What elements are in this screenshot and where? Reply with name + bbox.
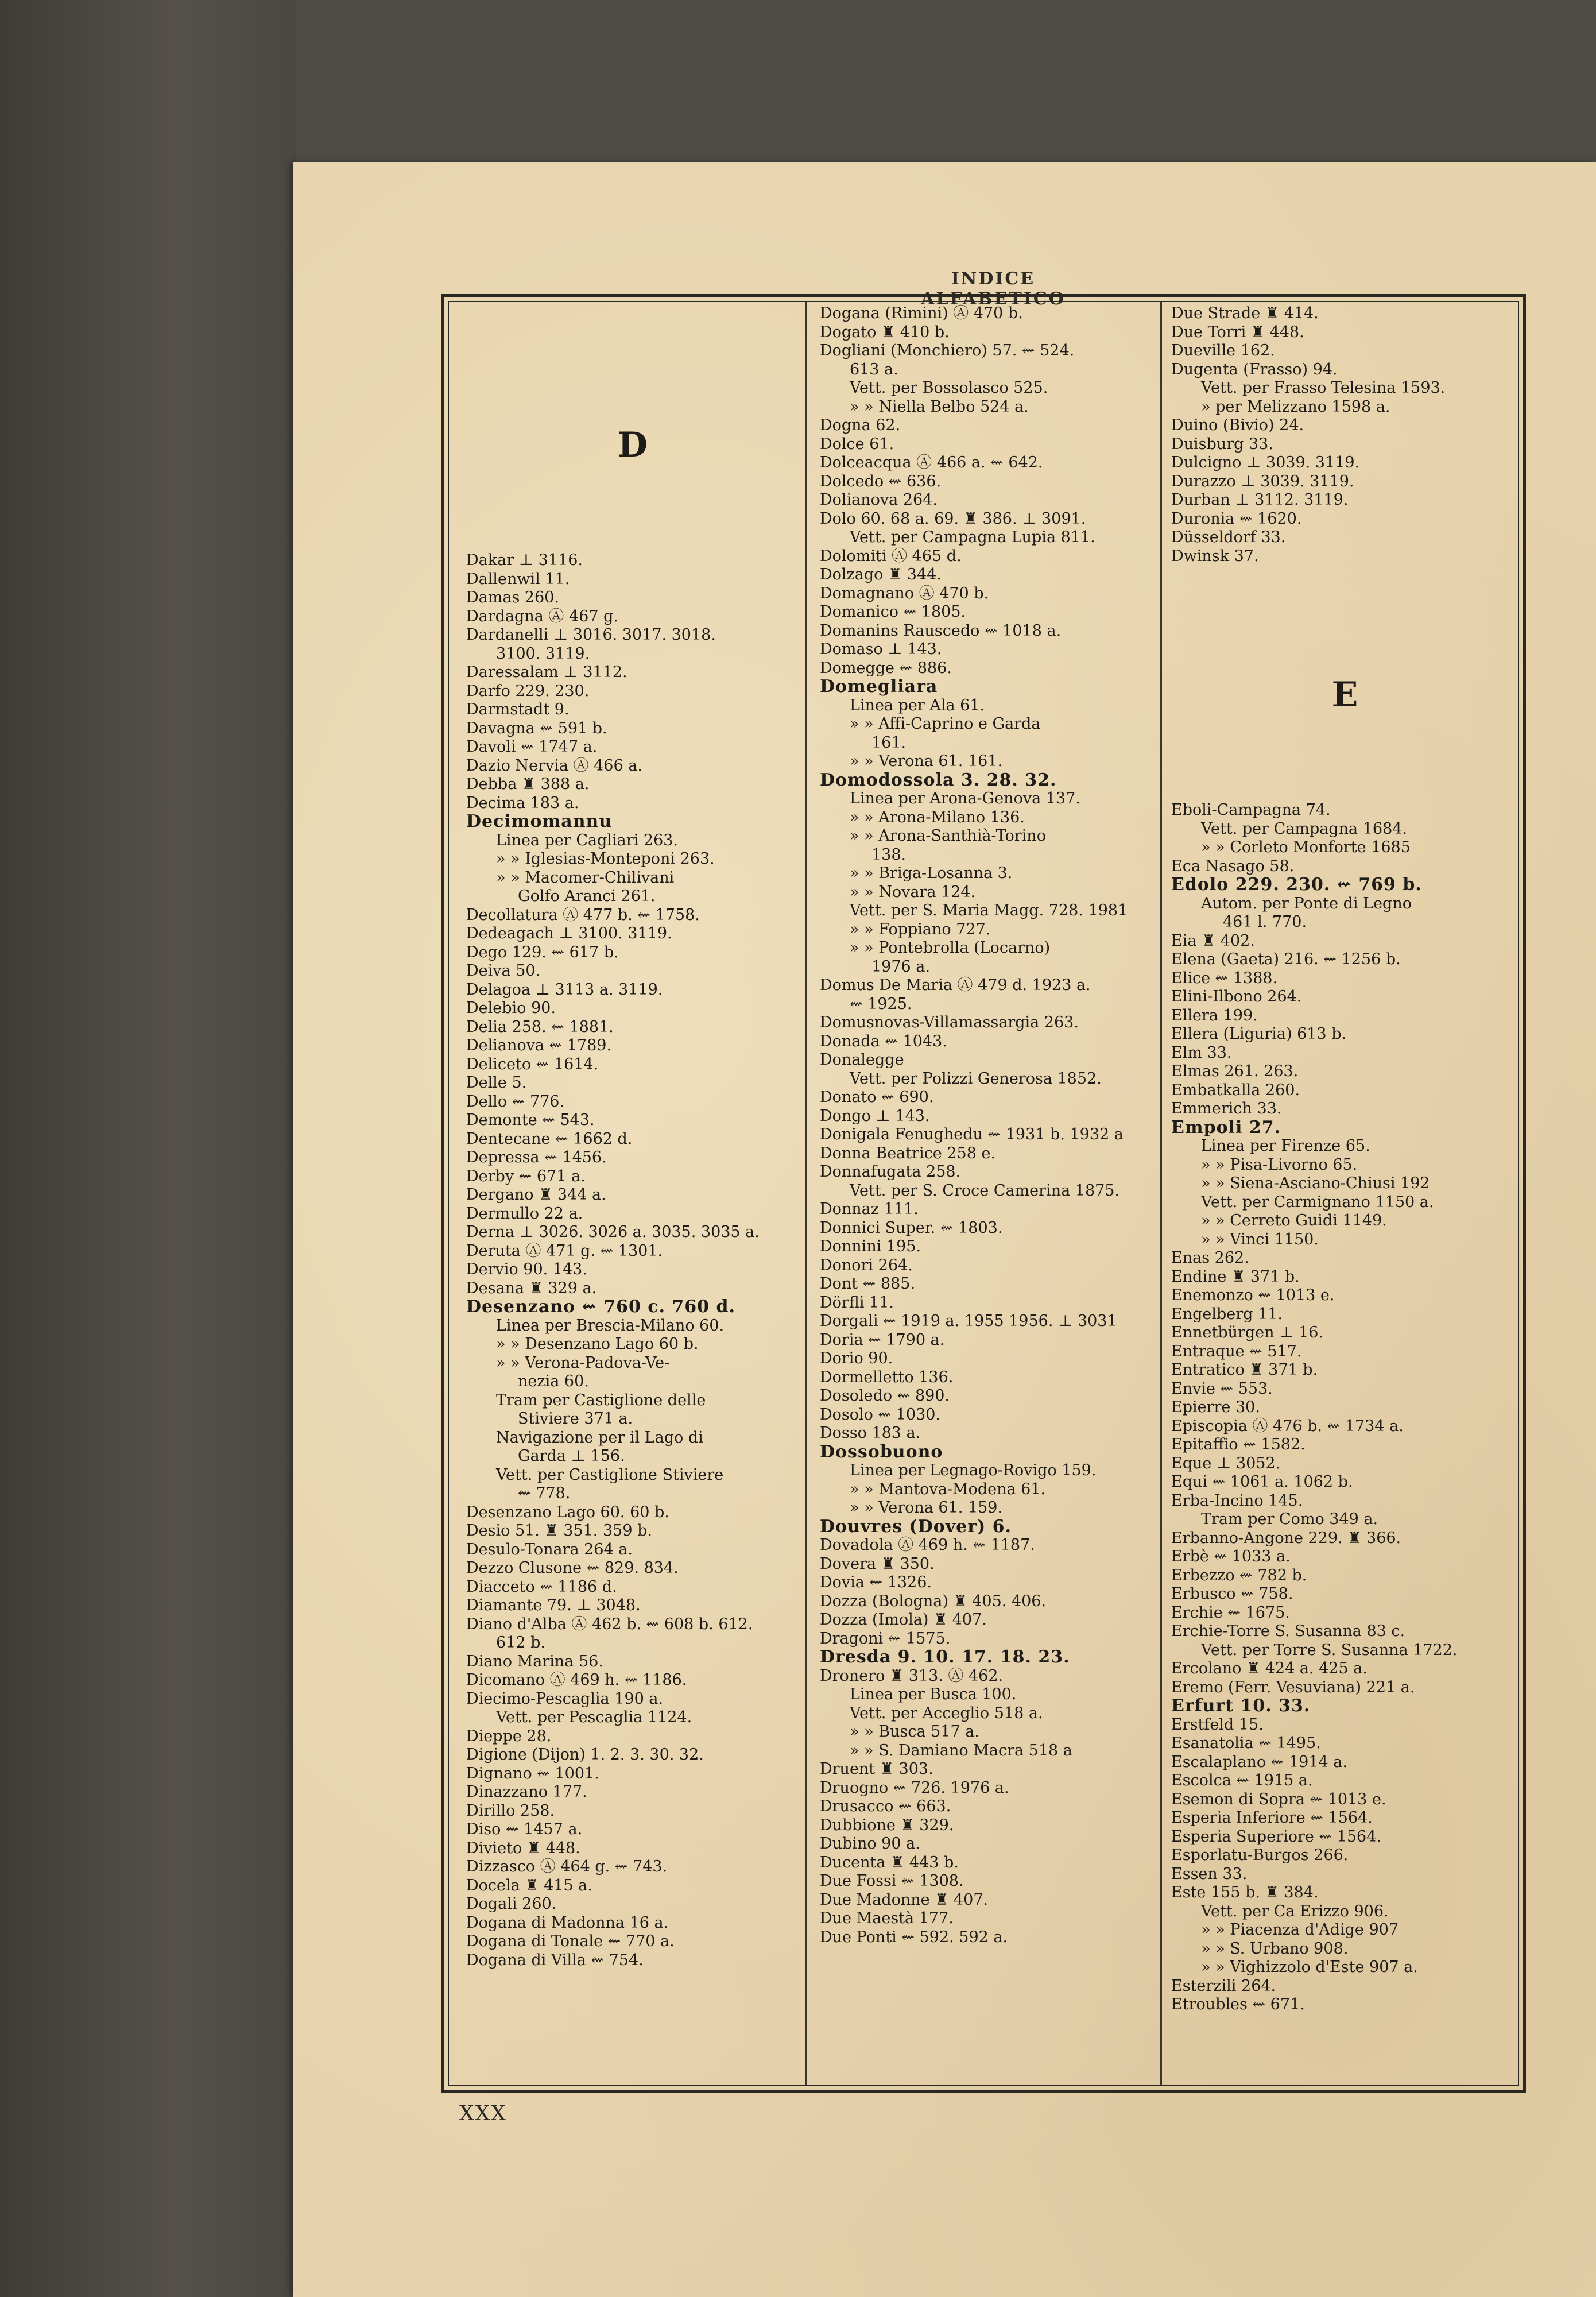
index-entry: nezia 60. [518,1372,589,1390]
index-entry: Ellera (Liguria) 613 b. [1171,1025,1347,1043]
index-entry: Donori 264. [820,1256,913,1274]
index-entry: Esterzili 264. [1171,1977,1276,1995]
index-entry: Decima 183 a. [466,794,579,812]
index-entry: Deruta Ⓐ 471 g. ⇜ 1301. [466,1242,663,1260]
index-entry: Dinazzano 177. [466,1783,587,1801]
index-entry: Delianova ⇜ 1789. [466,1037,612,1054]
index-entry: Linea per Firenze 65. [1201,1137,1370,1155]
index-entry: Dego 129. ⇜ 617 b. [466,943,619,961]
index-entry: Donnici Super. ⇜ 1803. [820,1219,1003,1237]
index-entry: Dozza (Bologna) ♜ 405. 406. [820,1592,1047,1610]
index-entry: Elice ⇜ 1388. [1171,969,1278,987]
index-entry: Darfo 229. 230. [466,682,590,700]
index-entry: Donigala Fenughedu ⇜ 1931 b. 1932 a [820,1126,1124,1143]
index-column-2 [820,304,1156,1947]
index-entry: » » S. Damiano Macra 518 a [850,1741,1072,1760]
index-entry: Dolianova 264. [820,491,938,509]
index-entry: Dermullo 22 a. [466,1204,583,1223]
index-entry: Erbè ⇜ 1033 a. [1171,1548,1291,1565]
index-entry: Dorio 90. [820,1349,893,1367]
index-entry: » » Macomer-Chilivani [496,868,675,887]
index-entry: 461 l. 770. [1223,913,1307,931]
index-entry: Eboli-Campagna 74. [1171,801,1331,819]
index-entry: Docela ♜ 415 a. [466,1876,592,1894]
index-entry: Epierre 30. [1171,1398,1260,1416]
index-entry: » » Verona-Padova-Ve- [496,1354,670,1372]
index-entry: Deliceto ⇜ 1614. [466,1055,599,1073]
index-entry: Duisburg 33. [1171,435,1273,453]
index-entry: Vett. per Pescaglia 1124. [496,1708,692,1726]
index-entry: Erba-Incino 145. [1171,1491,1303,1510]
index-entry: Vett. per Torre S. Susanna 1722. [1201,1641,1458,1659]
index-entry: Duronia ⇜ 1620. [1171,509,1302,528]
index-entry: Dosso 183 a. [820,1424,921,1442]
index-heading: Domodossola 3. 28. 32. [820,771,1057,790]
index-entry: Domanins Rauscedo ⇜ 1018 a. [820,621,1062,640]
index-entry: » » Affi-Caprino e Garda [850,715,1041,733]
index-entry: Diacceto ⇜ 1186 d. [466,1577,617,1596]
index-entry: Dwinsk 37. [1171,547,1259,565]
index-heading: Erfurt 10. 33. [1171,1697,1311,1716]
index-entry: Diano d'Alba Ⓐ 462 b. ⇜ 608 b. 612. [466,1615,753,1633]
index-entry: Delia 258. ⇜ 1881. [466,1018,614,1036]
index-entry: Enas 262. [1171,1249,1249,1267]
index-entry: Etroubles ⇜ 671. [1171,1996,1305,2013]
index-entry: » » Briga-Losanna 3. [850,864,1013,882]
index-entry: Ennetbürgen ⊥ 16. [1171,1324,1324,1341]
index-entry: Diano Marina 56. [466,1652,603,1670]
index-entry: Esperia Inferiore ⇜ 1564. [1171,1809,1373,1827]
index-entry: Vett. per S. Croce Camerina 1875. [850,1181,1120,1200]
index-entry: Navigazione per il Lago di [496,1428,703,1447]
index-entry: Vett. per Castiglione Stiviere [496,1465,724,1484]
index-entry: Due Ponti ⇜ 592. 592 a. [820,1928,1008,1946]
index-entry: Vett. per Campagna 1684. [1201,819,1408,838]
index-entry: » » Busca 517 a. [850,1723,979,1741]
index-entry: Domanico ⇜ 1805. [820,603,966,621]
index-entry: Engelberg 11. [1171,1305,1283,1323]
index-entry: Eque ⊥ 3052. [1171,1454,1281,1472]
index-entry: Domaso ⊥ 143. [820,640,942,658]
index-entry: Essen 33. [1171,1865,1248,1883]
index-entry: Autom. per Ponte di Legno [1201,894,1412,912]
index-entry: Vett. per S. Maria Magg. 728. 1981 [850,902,1128,919]
index-entry: » » Corleto Monforte 1685 [1201,838,1411,856]
index-entry: » » Niella Belbo 524 a. [850,397,1029,416]
index-entry: Dardanelli ⊥ 3016. 3017. 3018. [466,626,716,644]
index-entry: Ducenta ♜ 443 b. [820,1853,959,1871]
index-entry: Dolceacqua Ⓐ 466 a. ⇜ 642. [820,454,1043,471]
index-entry: Depressa ⇜ 1456. [466,1148,607,1166]
index-entry: 1976 a. [871,957,930,976]
index-entry: Donada ⇜ 1043. [820,1032,947,1050]
dark-background-left [0,0,296,2297]
index-entry: » » Novara 124. [850,883,976,901]
index-entry: Desio 51. ♜ 351. 359 b. [466,1522,652,1540]
index-entry: Due Maestà 177. [820,1909,954,1927]
index-entry: Ellera 199. [1171,1006,1258,1024]
index-entry: Dello ⇜ 776. [466,1092,565,1111]
index-entry: Dolzago ♜ 344. [820,566,942,583]
index-entry: Episcopia Ⓐ 476 b. ⇜ 1734 a. [1171,1417,1404,1435]
index-entry: Darmstadt 9. [466,701,570,718]
index-entry: Linea per Arona-Genova 137. [850,790,1080,807]
index-entry: Envie ⇜ 553. [1171,1379,1273,1398]
index-entry: Dogana di Villa ⇜ 754. [466,1951,644,1969]
index-entry: Dogali 260. [466,1895,557,1913]
index-entry: Dörfli 11. [820,1293,894,1312]
index-heading: Domegliara [820,678,938,697]
index-entry: Damas 260. [466,589,559,606]
index-entry: Durban ⊥ 3112. 3119. [1171,491,1349,509]
index-entry: Linea per Busca 100. [850,1685,1017,1703]
index-entry: Stiviere 371 a. [518,1410,633,1428]
index-entry: Domusnovas-Villamassargia 263. [820,1014,1079,1031]
index-entry: Vett. per Campagna Lupia 811. [850,528,1095,546]
index-entry: Dirillo 258. [466,1801,555,1820]
index-entry: 613 a. [850,360,898,378]
index-column-3 [1171,304,1518,2014]
index-entry: Due Strade ♜ 414. [1171,304,1319,322]
index-entry: Elmas 261. 263. [1171,1062,1299,1080]
index-entry: Dronero ♜ 313. Ⓐ 462. [820,1666,1004,1685]
index-heading: Decimomannu [466,813,613,832]
index-entry: Enemonzo ⇜ 1013 e. [1171,1286,1335,1304]
index-entry: Dignano ⇜ 1001. [466,1764,599,1782]
index-entry: Diamante 79. ⊥ 3048. [466,1596,641,1614]
index-entry: Erbanno-Angone 229. ♜ 366. [1171,1529,1401,1547]
index-entry: Garda ⊥ 156. [518,1447,625,1465]
index-entry: Düsseldorf 33. [1171,528,1286,546]
index-entry: Dosoledo ⇜ 890. [820,1387,950,1405]
index-entry: Dont ⇜ 885. [820,1275,916,1293]
index-entry: Dicomano Ⓐ 469 h. ⇜ 1186. [466,1671,687,1689]
index-entry: Dervio 90. 143. [466,1260,587,1278]
index-entry: Dolce 61. [820,435,894,453]
index-entry: Vett. per Frasso Telesina 1593. [1201,379,1446,397]
index-entry: Decollatura Ⓐ 477 b. ⇜ 1758. [466,906,700,924]
index-entry: Durazzo ⊥ 3039. 3119. [1171,472,1354,490]
index-entry: Erbezzo ⇜ 782 b. [1171,1566,1307,1584]
index-entry: Debba ♜ 388 a. [466,775,590,793]
index-entry: 3100. 3119. [496,644,590,663]
index-entry: Dolcedo ⇜ 636. [820,472,942,490]
index-entry: Demonte ⇜ 543. [466,1111,595,1129]
index-entry: » » Vighizzolo d'Este 907 a. [1201,1958,1418,1976]
index-entry: Domegge ⇜ 886. [820,659,952,677]
index-entry: Embatkalla 260. [1171,1081,1300,1099]
index-entry: Druogno ⇜ 726. 1976 a. [820,1778,1009,1797]
index-entry: Dueville 162. [1171,342,1275,359]
index-entry: » per Melizzano 1598 a. [1201,397,1390,416]
index-entry: Davoli ⇜ 1747 a. [466,738,598,756]
section-letter: D [617,425,648,465]
index-entry: Drusacco ⇜ 663. [820,1797,951,1815]
index-entry: » » Siena-Asciano-Chiusi 192 [1201,1174,1430,1192]
index-entry: Derna ⊥ 3026. 3026 a. 3035. 3035 a. [466,1223,760,1241]
index-entry: Dardagna Ⓐ 467 g. [466,607,618,625]
index-entry: Eca Nasago 58. [1171,857,1295,875]
index-entry: Dizzasco Ⓐ 464 g. ⇜ 743. [466,1858,668,1876]
index-entry: Vett. per Polizzi Generosa 1852. [850,1069,1102,1088]
index-entry: Vett. per Bossolasco 525. [850,379,1048,397]
page-folio: XXX [459,2102,507,2125]
index-entry: » » Desenzano Lago 60 b. [496,1335,699,1353]
index-entry: Dolomiti Ⓐ 465 d. [820,547,962,565]
index-entry: Elm 33. [1171,1043,1232,1062]
index-entry: Entratico ♜ 371 b. [1171,1361,1318,1379]
index-entry: Golfo Aranci 261. [518,887,656,905]
index-entry: Donnafugata 258. [820,1163,961,1181]
index-entry: » » S. Urbano 908. [1201,1939,1349,1958]
index-entry: Eia ♜ 402. [1171,931,1255,950]
section-letter: E [1331,675,1358,715]
index-entry: » » Pontebrolla (Locarno) [850,939,1051,957]
index-entry: Donato ⇜ 690. [820,1088,934,1106]
index-entry: ⇜ 1925. [850,995,912,1013]
index-entry: Vett. per Carmignano 1150 a. [1201,1193,1434,1211]
index-entry: Donna Beatrice 258 e. [820,1144,996,1162]
index-entry: Davagna ⇜ 591 b. [466,719,607,737]
index-entry: Linea per Ala 61. [850,696,985,714]
index-column-1 [466,304,799,1970]
index-entry: » » Arona-Santhià-Torino [850,827,1046,845]
index-entry: Equi ⇜ 1061 a. 1062 b. [1171,1473,1353,1491]
index-entry: Due Torri ♜ 448. [1171,323,1304,341]
index-entry: Dogana di Madonna 16 a. [466,1913,669,1932]
index-entry: Domagnano Ⓐ 470 b. [820,584,989,602]
index-entry: Eremo (Ferr. Vesuviana) 221 a. [1171,1678,1415,1696]
index-entry: Dragoni ⇜ 1575. [820,1629,951,1648]
index-entry: Esanatolia ⇜ 1495. [1171,1734,1321,1752]
index-entry: » » Mantova-Modena 61. [850,1480,1046,1498]
index-entry: Emmerich 33. [1171,1100,1282,1117]
index-entry: Donnini 195. [820,1238,921,1255]
index-entry: Delebio 90. [466,999,556,1017]
index-entry: Vett. per Ca Erizzo 906. [1201,1902,1389,1920]
index-entry: » » Cerreto Guidi 1149. [1201,1212,1387,1229]
index-entry: Due Madonne ♜ 407. [820,1890,989,1909]
index-entry: Dongo ⊥ 143. [820,1107,930,1125]
index-entry: 138. [871,845,907,864]
column-rule-1 [805,302,807,2085]
index-entry: Vett. per Acceglio 518 a. [850,1704,1043,1722]
index-entry: Dakar ⊥ 3116. [466,551,583,569]
index-entry: » » Foppiano 727. [850,920,991,938]
index-entry: Dormelletto 136. [820,1368,954,1386]
index-entry: Desana ♜ 329 a. [466,1279,597,1297]
index-entry: Desenzano Lago 60. 60 b. [466,1503,669,1521]
index-entry: ⇜ 778. [518,1484,571,1502]
index-entry: Digione (Dijon) 1. 2. 3. 30. 32. [466,1746,704,1764]
page-header: INDICE ALFABETICO [921,269,1066,309]
index-entry: Tram per Castiglione delle [496,1391,706,1409]
index-entry: Dogna 62. [820,416,901,434]
index-entry: Elini-Ilbono 264. [1171,988,1302,1006]
index-entry: » » Vinci 1150. [1201,1230,1319,1248]
index-entry: 161. [871,733,907,752]
index-entry: Escolca ⇜ 1915 a. [1171,1772,1313,1789]
index-entry: Doria ⇜ 1790 a. [820,1331,945,1349]
index-entry: Donalegge [820,1051,904,1069]
index-entry: Dergano ♜ 344 a. [466,1186,606,1204]
index-heading: Dossobuono [820,1443,943,1461]
index-entry: Endine ♜ 371 b. [1171,1267,1300,1286]
index-entry: » » Pisa-Livorno 65. [1201,1155,1358,1174]
index-entry: Dubino 90 a. [820,1835,920,1853]
index-entry: Dallenwil 11. [466,570,570,588]
index-entry: Dogana di Tonale ⇜ 770 a. [466,1932,675,1950]
index-entry: Dosolo ⇜ 1030. [820,1405,940,1424]
index-entry: Druent ♜ 303. [820,1760,933,1778]
index-entry: Entraque ⇜ 517. [1171,1342,1302,1360]
index-entry: Dovia ⇜ 1326. [820,1573,932,1591]
index-heading: Empoli 27. [1171,1118,1281,1137]
index-entry: Duino (Bivio) 24. [1171,416,1304,434]
index-entry: Diso ⇜ 1457 a. [466,1820,583,1838]
index-entry: 612 b. [496,1634,545,1652]
index-entry: Dogliani (Monchiero) 57. ⇜ 524. [820,342,1075,359]
index-entry: Dulcigno ⊥ 3039. 3119. [1171,454,1360,471]
index-entry: Desulo-Tonara 264 a. [466,1540,633,1559]
index-entry: Erstfeld 15. [1171,1715,1264,1734]
index-entry: Este 155 b. ♜ 384. [1171,1884,1319,1901]
index-entry: Elena (Gaeta) 216. ⇜ 1256 b. [1171,950,1401,968]
index-entry: Dozza (Imola) ♜ 407. [820,1611,987,1629]
index-entry: Esporlatu-Burgos 266. [1171,1846,1349,1864]
index-entry: Esemon di Sopra ⇜ 1013 e. [1171,1790,1386,1808]
index-heading: Douvres (Dover) 6. [820,1517,1012,1536]
index-entry: Domus De Maria Ⓐ 479 d. 1923 a. [820,976,1091,994]
index-entry: Epitaffio ⇜ 1582. [1171,1436,1306,1453]
index-entry: » » Arona-Milano 136. [850,808,1025,826]
index-entry: Due Fossi ⇜ 1308. [820,1872,964,1890]
index-entry: Erbusco ⇜ 758. [1171,1585,1293,1603]
index-entry: Dogana (Rimini) Ⓐ 470 b. [820,304,1023,322]
index-entry: Erchie-Torre S. Susanna 83 c. [1171,1622,1405,1640]
index-entry: Divieto ♜ 448. [466,1839,580,1857]
index-entry: Dorgali ⇜ 1919 a. 1955 1956. ⊥ 3031 [820,1312,1117,1330]
index-entry: Donnaz 111. [820,1200,919,1218]
index-entry: Dieppe 28. [466,1727,552,1745]
index-entry: Dugenta (Frasso) 94. [1171,360,1338,378]
index-entry: Daressalam ⊥ 3112. [466,663,627,681]
index-entry: » » Verona 61. 159. [850,1499,1003,1517]
index-heading: Desenzano ⇜ 760 c. 760 d. [466,1298,735,1317]
index-entry: Delle 5. [466,1074,527,1092]
index-heading: Edolo 229. 230. ⇜ 769 b. [1171,876,1422,895]
index-entry: Dovera ♜ 350. [820,1554,935,1573]
index-entry: Derby ⇜ 671 a. [466,1167,586,1185]
index-entry: Escalaplano ⇜ 1914 a. [1171,1753,1347,1771]
index-entry: Linea per Brescia-Milano 60. [496,1316,725,1335]
index-entry: Dovadola Ⓐ 469 h. ⇜ 1187. [820,1536,1035,1554]
index-entry: Linea per Cagliari 263. [496,831,679,849]
index-entry: Dazio Nervia Ⓐ 466 a. [466,756,642,775]
index-entry: Delagoa ⊥ 3113 a. 3119. [466,980,663,999]
index-entry: Dentecane ⇜ 1662 d. [466,1130,633,1148]
index-entry: » » Iglesias-Monteponi 263. [496,850,715,868]
column-rule-2 [1160,302,1162,2085]
index-entry: Diecimo-Pescaglia 190 a. [466,1689,664,1708]
index-entry: Tram per Como 349 a. [1201,1510,1378,1528]
index-entry: Linea per Legnago-Rovigo 159. [850,1461,1097,1479]
index-entry: Esperia Superiore ⇜ 1564. [1171,1827,1381,1846]
index-entry: Dolo 60. 68 a. 69. ♜ 386. ⊥ 3091. [820,509,1086,528]
index-entry: Deiva 50. [466,962,541,980]
index-entry: » » Verona 61. 161. [850,752,1003,770]
index-heading: Dresda 9. 10. 17. 18. 23. [820,1648,1070,1667]
index-entry: Dezzo Clusone ⇜ 829. 834. [466,1559,679,1577]
index-entry: Dubbione ♜ 329. [820,1816,954,1834]
index-entry: Ercolano ♜ 424 a. 425 a. [1171,1660,1368,1677]
index-entry: » » Piacenza d'Adige 907 [1201,1921,1399,1939]
index-entry: Dogato ♜ 410 b. [820,323,950,341]
index-entry: Erchie ⇜ 1675. [1171,1603,1290,1622]
index-entry: Dedeagach ⊥ 3100. 3119. [466,925,672,942]
